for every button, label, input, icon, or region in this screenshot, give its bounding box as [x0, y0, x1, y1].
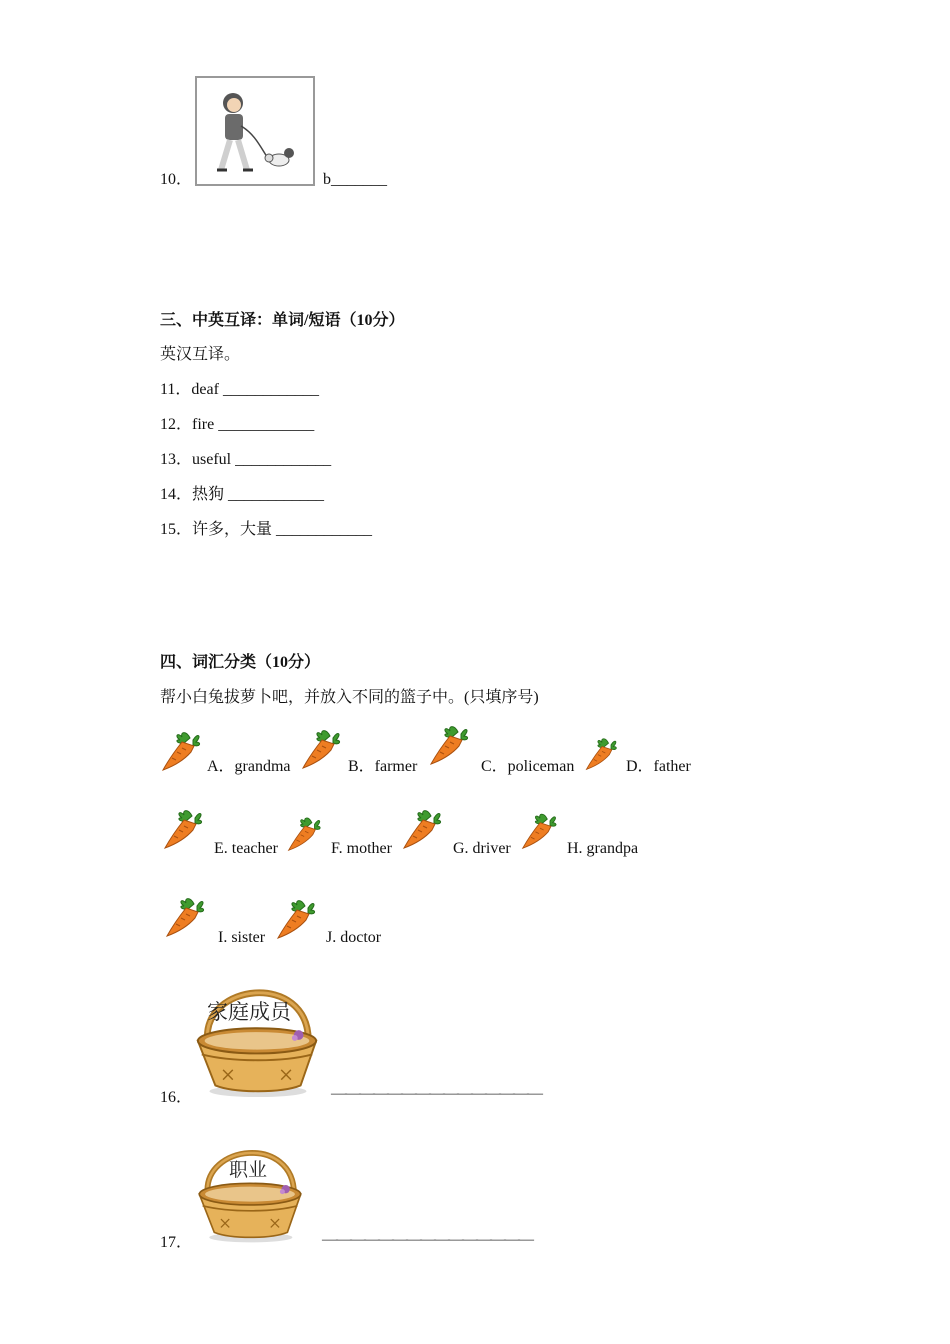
- section-3-heading: 三、中英互译：单词/短语（10分）: [160, 312, 405, 329]
- word-b: B．farmer: [348, 758, 418, 775]
- translation-item-12: 12．fire ____________: [160, 416, 315, 433]
- carrot-icon: [520, 810, 560, 850]
- carrot-icon: [584, 735, 620, 771]
- translation-item-14: 14．热狗 ____________: [160, 486, 325, 503]
- carrot-icon: [164, 894, 208, 938]
- word-g: G. driver: [453, 840, 511, 857]
- basket-family-label: 家庭成员: [207, 1000, 291, 1024]
- word-e: E. teacher: [214, 840, 278, 857]
- word-h: H. grandpa: [567, 840, 639, 857]
- word-i: I. sister: [218, 929, 266, 946]
- carrot-icon: [286, 814, 324, 852]
- question-17-number: 17．: [160, 1234, 193, 1251]
- carrot-icon: [300, 726, 344, 770]
- question-16-answer-line: ———————————————: [331, 1085, 541, 1102]
- basket-icon: [196, 1132, 304, 1248]
- basket-icon: [194, 972, 320, 1100]
- carrot-icon: [275, 896, 319, 940]
- carrot-icon: [401, 806, 445, 850]
- section-4-heading: 四、词汇分类（10分）: [160, 654, 321, 671]
- person-walking-dog-icon: [197, 78, 313, 184]
- section-4-instruction: 帮小白兔拔萝卜吧，并放入不同的篮子中。(只填序号): [160, 689, 539, 706]
- question-16-number: 16．: [160, 1089, 193, 1106]
- section-3-instruction: 英汉互译。: [160, 346, 241, 363]
- translation-item-13: 13．useful ____________: [160, 451, 332, 468]
- word-a: A．grandma: [207, 758, 291, 775]
- carrot-icon: [160, 728, 204, 772]
- carrot-icon: [162, 806, 206, 850]
- question-10-number: 10．: [160, 171, 193, 188]
- word-j: J. doctor: [326, 929, 382, 946]
- question-10-answer-blank: b_______: [323, 171, 387, 188]
- word-d: D．father: [626, 758, 691, 775]
- word-c: C．policeman: [481, 758, 575, 775]
- walking-dog-picture: [195, 76, 315, 186]
- word-f: F. mother: [331, 840, 392, 857]
- question-17-answer-line: ———————————————: [322, 1231, 532, 1248]
- translation-item-15: 15．许多，大量 ____________: [160, 521, 373, 538]
- translation-item-11: 11．deaf ____________: [160, 381, 319, 398]
- carrot-icon: [428, 722, 472, 766]
- basket-occupation-label: 职业: [229, 1159, 268, 1181]
